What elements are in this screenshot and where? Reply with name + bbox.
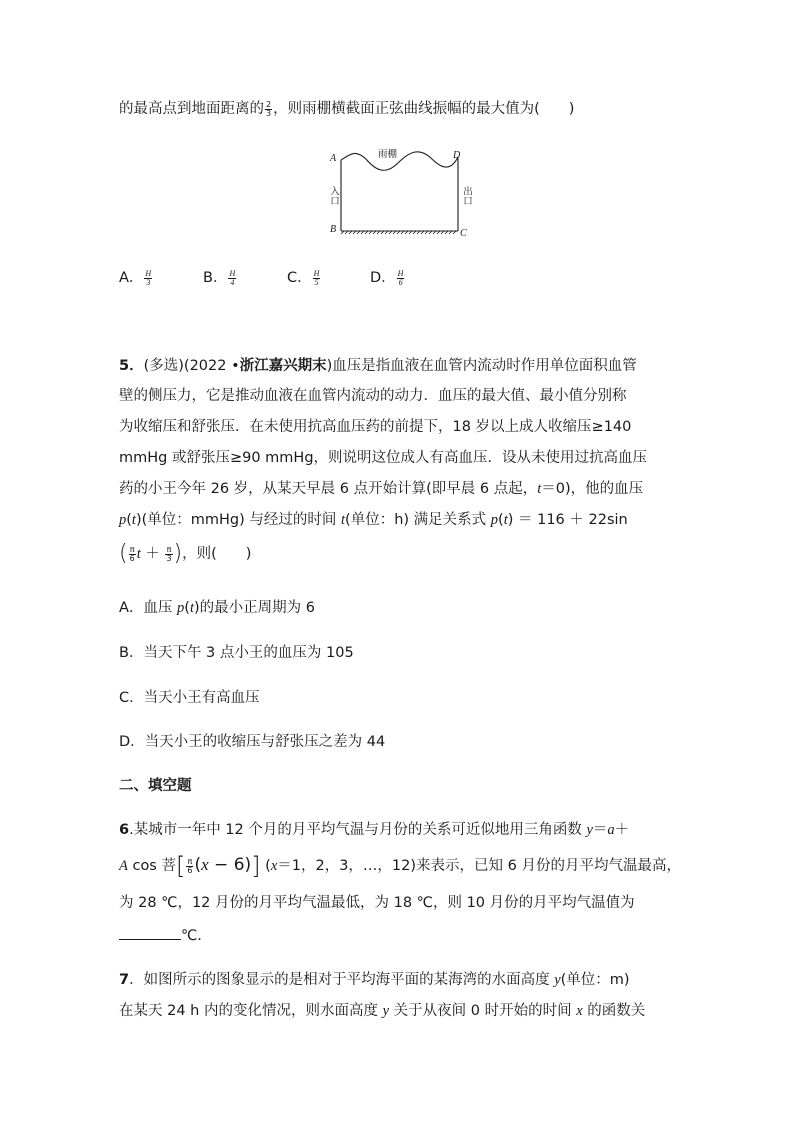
q5-line-2: 壁的侧压力，它是推动血液在血管内流动的动力．血压的最大值、最小值分别称 — [119, 388, 627, 404]
q5-text: (单位：h) 满足关系式 — [345, 512, 491, 528]
q4-stem-text: 的最高点到地面距离的 — [119, 101, 264, 117]
var-t: t — [537, 481, 542, 497]
frac-num: π — [166, 544, 172, 554]
frac-den: 3 — [166, 553, 172, 563]
q5-line-7 — [119, 541, 252, 566]
var-a: a — [607, 822, 615, 838]
q4-option-a[interactable] — [119, 268, 203, 288]
var-p: p — [177, 600, 185, 616]
var-t: t — [341, 512, 346, 528]
cos-text: cos — [127, 858, 162, 874]
q4-option-b[interactable] — [203, 268, 287, 288]
frac-den: 6 — [187, 865, 193, 875]
var-p: p — [119, 512, 127, 528]
point-a-label: A — [330, 153, 337, 164]
garbled-glyph: 菩 — [161, 858, 176, 874]
q7-text: ．如图所示的图象显示的是相对于平均海平面的某海湾的水面高度 — [129, 972, 555, 988]
q5-line-1 — [119, 356, 637, 376]
q4-options — [119, 268, 405, 288]
q7-text: 关于从夜间 0 时开始的时间 — [389, 1003, 577, 1019]
frac-den: 4 — [230, 277, 235, 287]
option-label: B． — [203, 270, 228, 286]
q5-text: 药的小王今年 26 岁，从某天早晨 6 点开始计算(即早晨 6 点起， — [119, 481, 538, 497]
canopy-curve — [341, 150, 461, 170]
q5-option-b[interactable]: B．当天下午 3 点小王的血压为 105 — [119, 645, 354, 661]
equals-sign: ＝ — [592, 822, 608, 838]
q6-text: ＝1，2，3，…，12)来表示，已知 6 月份的月平均气温最高， — [277, 858, 681, 874]
q5-option-a[interactable]: A．血压 p(t)的最小正周期为 6 — [119, 600, 315, 616]
var-x: x — [201, 855, 209, 874]
plus-sign: ＋ — [140, 546, 165, 562]
q5-text: ( — [126, 512, 132, 528]
frac-num: H — [145, 268, 152, 278]
q6-text: .某城市一年中 12 个月的月平均气温与月份的关系可近似地用三角函数 — [129, 822, 587, 838]
q5-text: ＝0)，他的血压 — [541, 481, 644, 497]
q4-stem — [119, 99, 574, 119]
q5-line-3: 为收缩压和舒张压．在未使用抗高血压药的前提下，18 岁以上成人收缩压≥140 — [119, 419, 632, 435]
q5-text: )(单位：mmHg) 与经过的时间 — [135, 512, 341, 528]
point-d-label: D — [453, 150, 461, 161]
var-y: y — [586, 822, 593, 838]
option-fraction — [313, 270, 321, 287]
q7-line-2 — [119, 1001, 645, 1021]
q7-number: 7 — [119, 972, 130, 988]
q6-line-1 — [119, 820, 629, 840]
q6-number: 6 — [119, 822, 130, 838]
var-t: t — [189, 600, 194, 616]
var-t: t — [503, 512, 508, 528]
q6-line-4 — [119, 925, 202, 946]
q6-text: ( — [260, 858, 271, 874]
pi-over-6 — [186, 858, 193, 875]
q4-frac-num: 2 — [266, 99, 272, 109]
option-fraction — [397, 270, 405, 287]
var-x: x — [270, 858, 278, 874]
q5-number: 5． — [119, 358, 144, 374]
unit-celsius: ℃. — [181, 928, 202, 944]
minus-six: − 6 — [208, 855, 245, 875]
option-text: A．血压 — [119, 600, 178, 616]
var-p: p — [490, 512, 499, 528]
option-label: C． — [287, 270, 312, 286]
var-y: y — [382, 1003, 390, 1019]
canopy-figure — [320, 145, 480, 245]
q5-option-d[interactable]: D．当天小王的收缩压与舒张压之差为 44 — [119, 734, 386, 750]
q4-frac-den: 3 — [266, 108, 272, 118]
frac-num: π — [129, 544, 135, 554]
q4-option-d[interactable] — [370, 268, 405, 288]
q4-fraction — [265, 101, 272, 118]
q5-line-6 — [119, 510, 628, 530]
q5-line-5 — [119, 479, 643, 499]
var-x: x — [576, 1003, 583, 1019]
frac-den: 3 — [146, 277, 151, 287]
exit-label: 出口 — [461, 186, 472, 205]
q5-source: 浙江嘉兴期末 — [239, 358, 327, 374]
q5-text: )血压是指血液在血管内流动时作用单位面积血管 — [326, 358, 637, 374]
q7-line-1 — [119, 970, 630, 990]
left-paren: ( — [119, 541, 128, 566]
q5-text: ，则( ) — [182, 546, 252, 562]
q4-option-c[interactable] — [287, 268, 370, 288]
point-c-label: C — [460, 228, 467, 239]
q5-text: ( — [498, 512, 504, 528]
frac-num: H — [229, 268, 236, 278]
var-A: A — [119, 858, 128, 874]
entry-label: 入口 — [328, 186, 339, 205]
q6-line-3: 为 28 ℃，12 月份的月平均气温最低，为 18 ℃，则 10 月份的月平均气温值为 — [119, 895, 635, 911]
q7-text: 的函数关 — [582, 1003, 646, 1019]
option-fraction — [144, 270, 152, 287]
option-label: A． — [119, 270, 144, 286]
option-label: D． — [370, 270, 396, 286]
q7-text: 在某天 24 h 内的变化情况，则水面高度 — [119, 1003, 383, 1019]
frac-den: 5 — [314, 277, 319, 287]
q7-text: (单位：m) — [560, 972, 630, 988]
frac-den: 6 — [398, 277, 403, 287]
frac-num: H — [397, 268, 404, 278]
pi-over-6 — [129, 546, 136, 563]
q5-tag: (多选)(2022 • — [143, 358, 240, 374]
option-text: 的最小正周期为 6 — [199, 600, 315, 616]
right-bracket: ] — [251, 852, 261, 880]
q4-stem-tail: ，则雨棚横截面正弦曲线振幅的最大值为( ) — [273, 101, 575, 117]
frac-num: π — [187, 856, 193, 866]
var-t: t — [136, 546, 141, 562]
answer-blank[interactable] — [119, 925, 181, 940]
frac-num: H — [313, 268, 320, 278]
point-b-label: B — [330, 224, 337, 235]
frac-den: 6 — [129, 553, 135, 563]
right-paren: ) — [173, 541, 183, 566]
q5-line-4: mmHg 或舒张压≥90 mmHg，则说明这位成人有高血压．设从未使用过抗高血压 — [119, 450, 648, 466]
left-bracket: [ — [175, 852, 186, 880]
option-fraction — [228, 270, 236, 287]
roof-label: 雨棚 — [378, 149, 398, 160]
var-t: t — [131, 512, 136, 528]
plus-sign: ＋ — [614, 822, 630, 838]
section-heading: 二、填空题 — [119, 778, 192, 794]
q5-option-c[interactable]: C．当天小王有高血压 — [119, 690, 260, 706]
pi-over-3 — [165, 546, 172, 563]
q6-line-2: A cos 菩[ $\frac{\pi}{6}$ (x − 6)] (x＝1，2，3，…，12)来表示，已知 6 月份的月平均气温最高， — [119, 852, 681, 880]
q5-formula: ) ＝ 116 ＋ 22sin — [507, 512, 628, 528]
var-y: y — [554, 972, 561, 988]
